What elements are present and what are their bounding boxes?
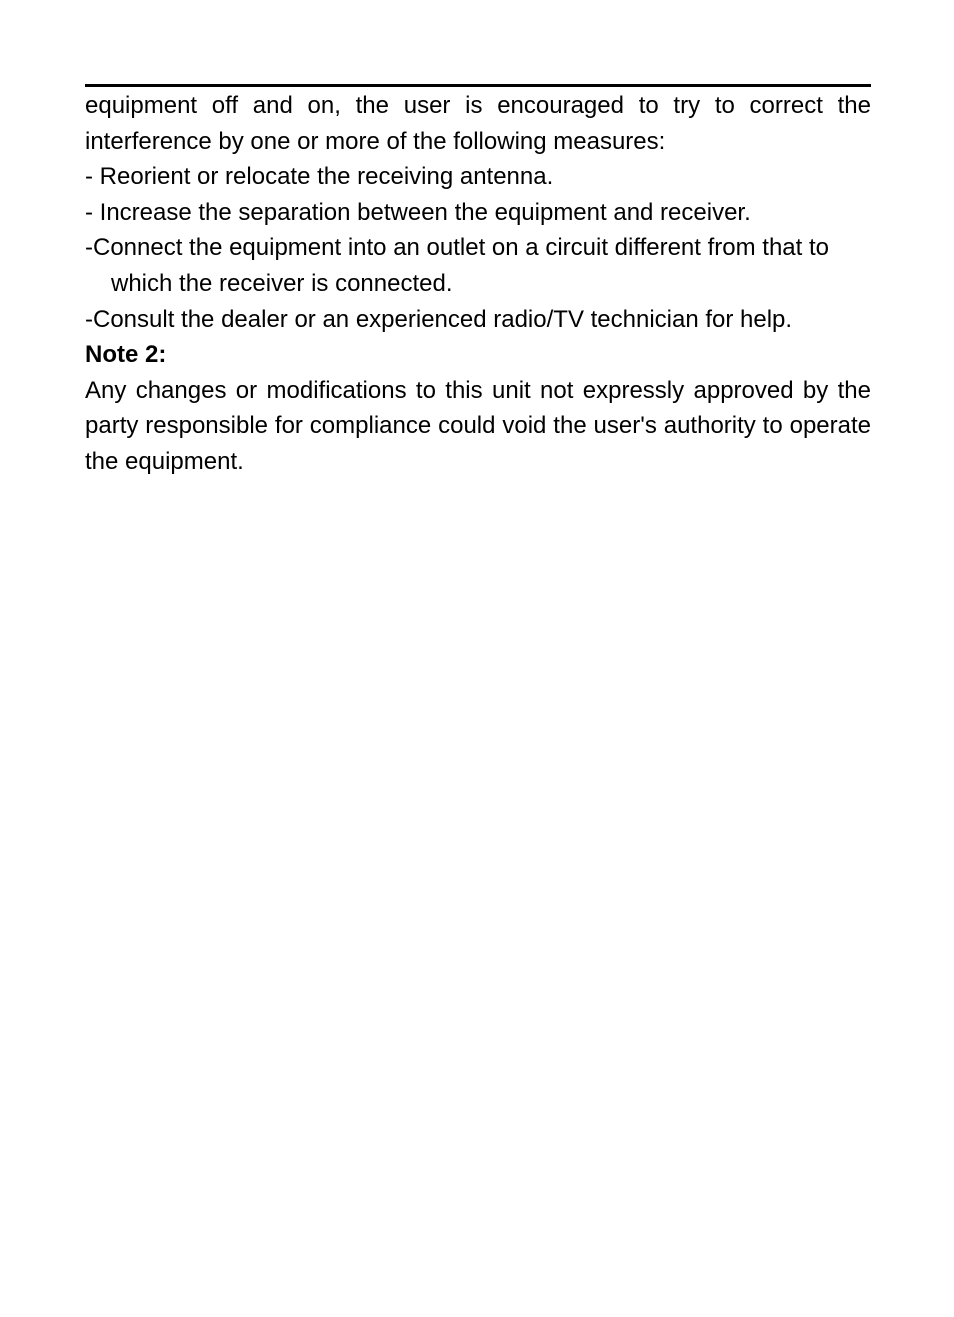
measure-item: -Consult the dealer or an experienced radio/TV technician for help. xyxy=(85,305,793,333)
intro-paragraph: equipment off and on, the user is encouraged to try to correct the interference by one or more of the following measures: xyxy=(85,92,871,155)
measure-item: - Reorient or relocate the receiving antenna. xyxy=(85,163,554,191)
top-rule xyxy=(85,84,871,87)
measure-item: - Increase the separation between the equipment and receiver. xyxy=(85,198,751,226)
measure-item: -Connect the equipment into an outlet on a circuit different from that to which the receiver is connected. xyxy=(85,234,829,297)
document-body xyxy=(85,88,871,480)
note-heading: Note 2: xyxy=(85,341,167,369)
note-paragraph: Any changes or modifications to this unit not expressly approved by the party responsible for compliance could void the user's authority to operate the equipment. xyxy=(85,376,871,475)
